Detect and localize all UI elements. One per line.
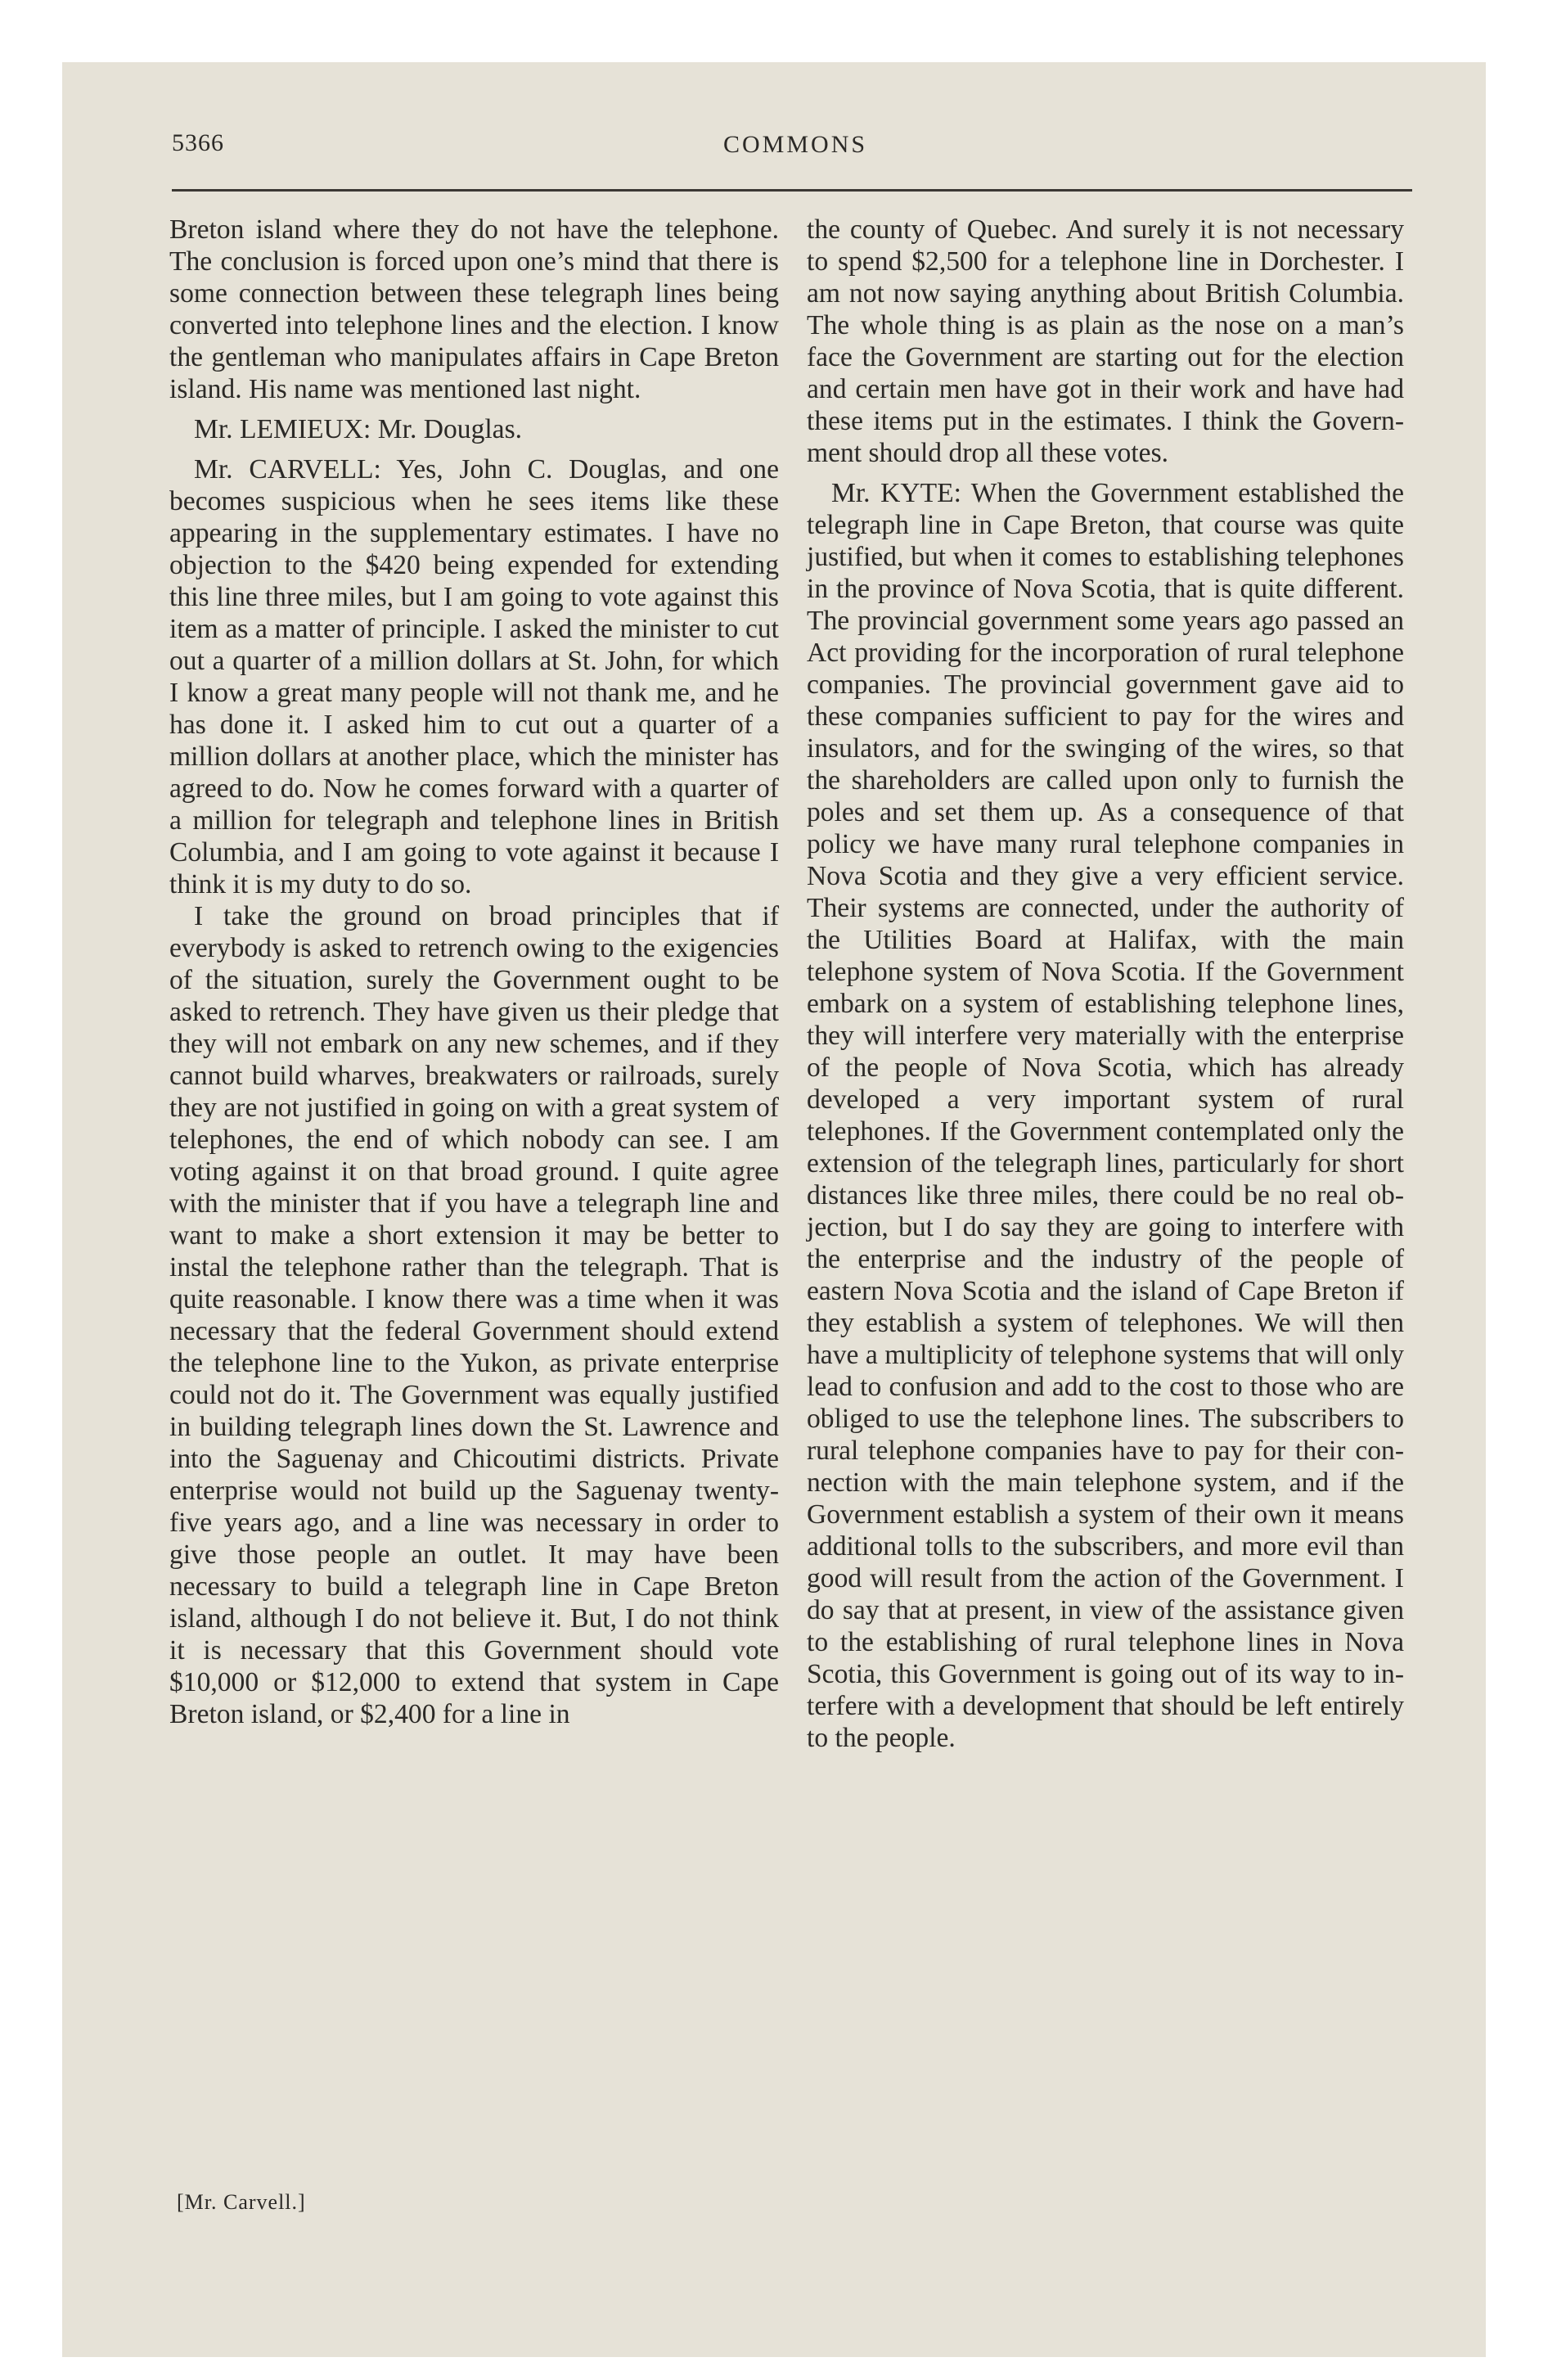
paragraph: the county of Quebec. And surely it is not necessary to spend $2,500 for a telephone line in Dorchester. I am not now saying anything about British Columbia. The whole thing is as plain as the nose on a man’s face the Government are starting out for the election and certain men have got in their work and have had these items put in the estimates. I think the Government should drop all these votes. bbox=[807, 214, 1404, 468]
speaker-footer-note: [Mr. Carvell.] bbox=[177, 2190, 306, 2214]
paragraph: Mr. LEMIEUX: Mr. Douglas. bbox=[194, 414, 523, 444]
paragraph: Mr. CARVELL: Yes, John C. Douglas, and one becomes suspicious when he sees items like these appearing in the supplementary estimates. I have no objection to the $420 being expended for extending this line three miles, but I am going to vote against this item as a matter of principle. I asked the minister to cut out a quarter of a million dollars at St. John, for which I know a great many people will not thank me, and he has done it. I asked him to cut out a quarter of a million dollars at another place, which the minister has agreed to do. Now he comes forward with a quarter of a million for telegraph and telephone lines in British Columbia, and I am going to vote against it because I think it is my duty to do so. bbox=[169, 454, 779, 899]
paragraph: I take the ground on broad principles that if everybody is asked to retrench owing to the exigencies of the situation, surely the Government ought to be asked to retrench. They have given us their pledge that they will not embark on any new schemes, and if they cannot build wharves, breakwaters or railroads, surely they are not justified in going on with a great system of telephones, the end of which nobody can see. I am voting against it on that broad ground. I quite agree with the minister that if you have a telegraph line and want to make a short extension it may be better to instal the telephone rather than the telegraph. That is quite reasonable. I know there was a time when it was necessary that the federal Government should extend the telephone line to the Yukon, as private enterprise could not do it. The Government was equally justified in building telegraph lines down the St. Lawrence and into the Saguenay and Chicoutimi districts. Private enterprise would not build up the Saguenay twenty-five years ago, and a line was necessary in order to give those people an outlet. It may have been necessary to build a telegraph line in Cape Breton island, although I do not believe it. But, I do not think it is necessary that this Government should vote $10,000 or $12,000 to extend that system in Cape Breton island, or $2,400 for a line in bbox=[169, 901, 779, 1729]
left-column bbox=[169, 214, 779, 1730]
scanned-page bbox=[62, 62, 1486, 2357]
right-column bbox=[807, 214, 1404, 1754]
page-number: 5366 bbox=[172, 129, 224, 156]
header-rule bbox=[172, 189, 1412, 192]
paragraph: Mr. KYTE: When the Government established the telegraph line in Cape Breton, that course was quite justified, but when it comes to establishing telephones in the province of Nova Scotia, that is quite different. The provincial government some years ago passed an Act providing for the incorporation of rural telephone companies. The provincial government gave aid to these companies sufficient to pay for the wires and insulators, and for the swinging of the wires, so that the shareholders are called upon only to furnish the poles and set them up. As a consequence of that policy we have many rural telephone companies in Nova Scotia and they give a very efficient service. Their systems are connected, under the authority of the Utilities Board at Halifax, with the main telephone system of Nova Scotia. If the Government embark on a system of establishing telephone lines, they will interfere very materially with the enterprise of the people of Nova Scotia, which has already developed a very important system of rural telephones. If the Government contemplated only the extension of the telegraph lines, particularly for short distances like three miles, there could be no real objection, but I do say they are going to interfere with the enterprise and the industry of the people of eastern Nova Scotia and the island of Cape Breton if they establish a system of telephones. We will then have a multiplicity of telephone systems that will only lead to confusion and add to the cost to those who are obliged to use the telephone lines. The subscribers to rural telephone companies have to pay for their connection with the main telephone system, and if the Government establish a system of their own it means additional tolls to the subscribers, and more evil than good will result from the action of the Government. I do say that at present, in view of the assistance given to the establishing of rural telephone lines in Nova Scotia, this Government is going out of its way to interfere with a development that should be left entirely to the people. bbox=[807, 478, 1404, 1753]
running-head: COMMONS bbox=[723, 131, 868, 158]
paragraph: Breton island where they do not have the telephone. The conclusion is forced upon one’s mind that there is some connection between these telegraph lines being converted into telephone lines and the election. I know the gentleman who manipulates affairs in Cape Breton island. His name was mentioned last night. bbox=[169, 214, 779, 404]
page-header bbox=[62, 62, 1486, 169]
